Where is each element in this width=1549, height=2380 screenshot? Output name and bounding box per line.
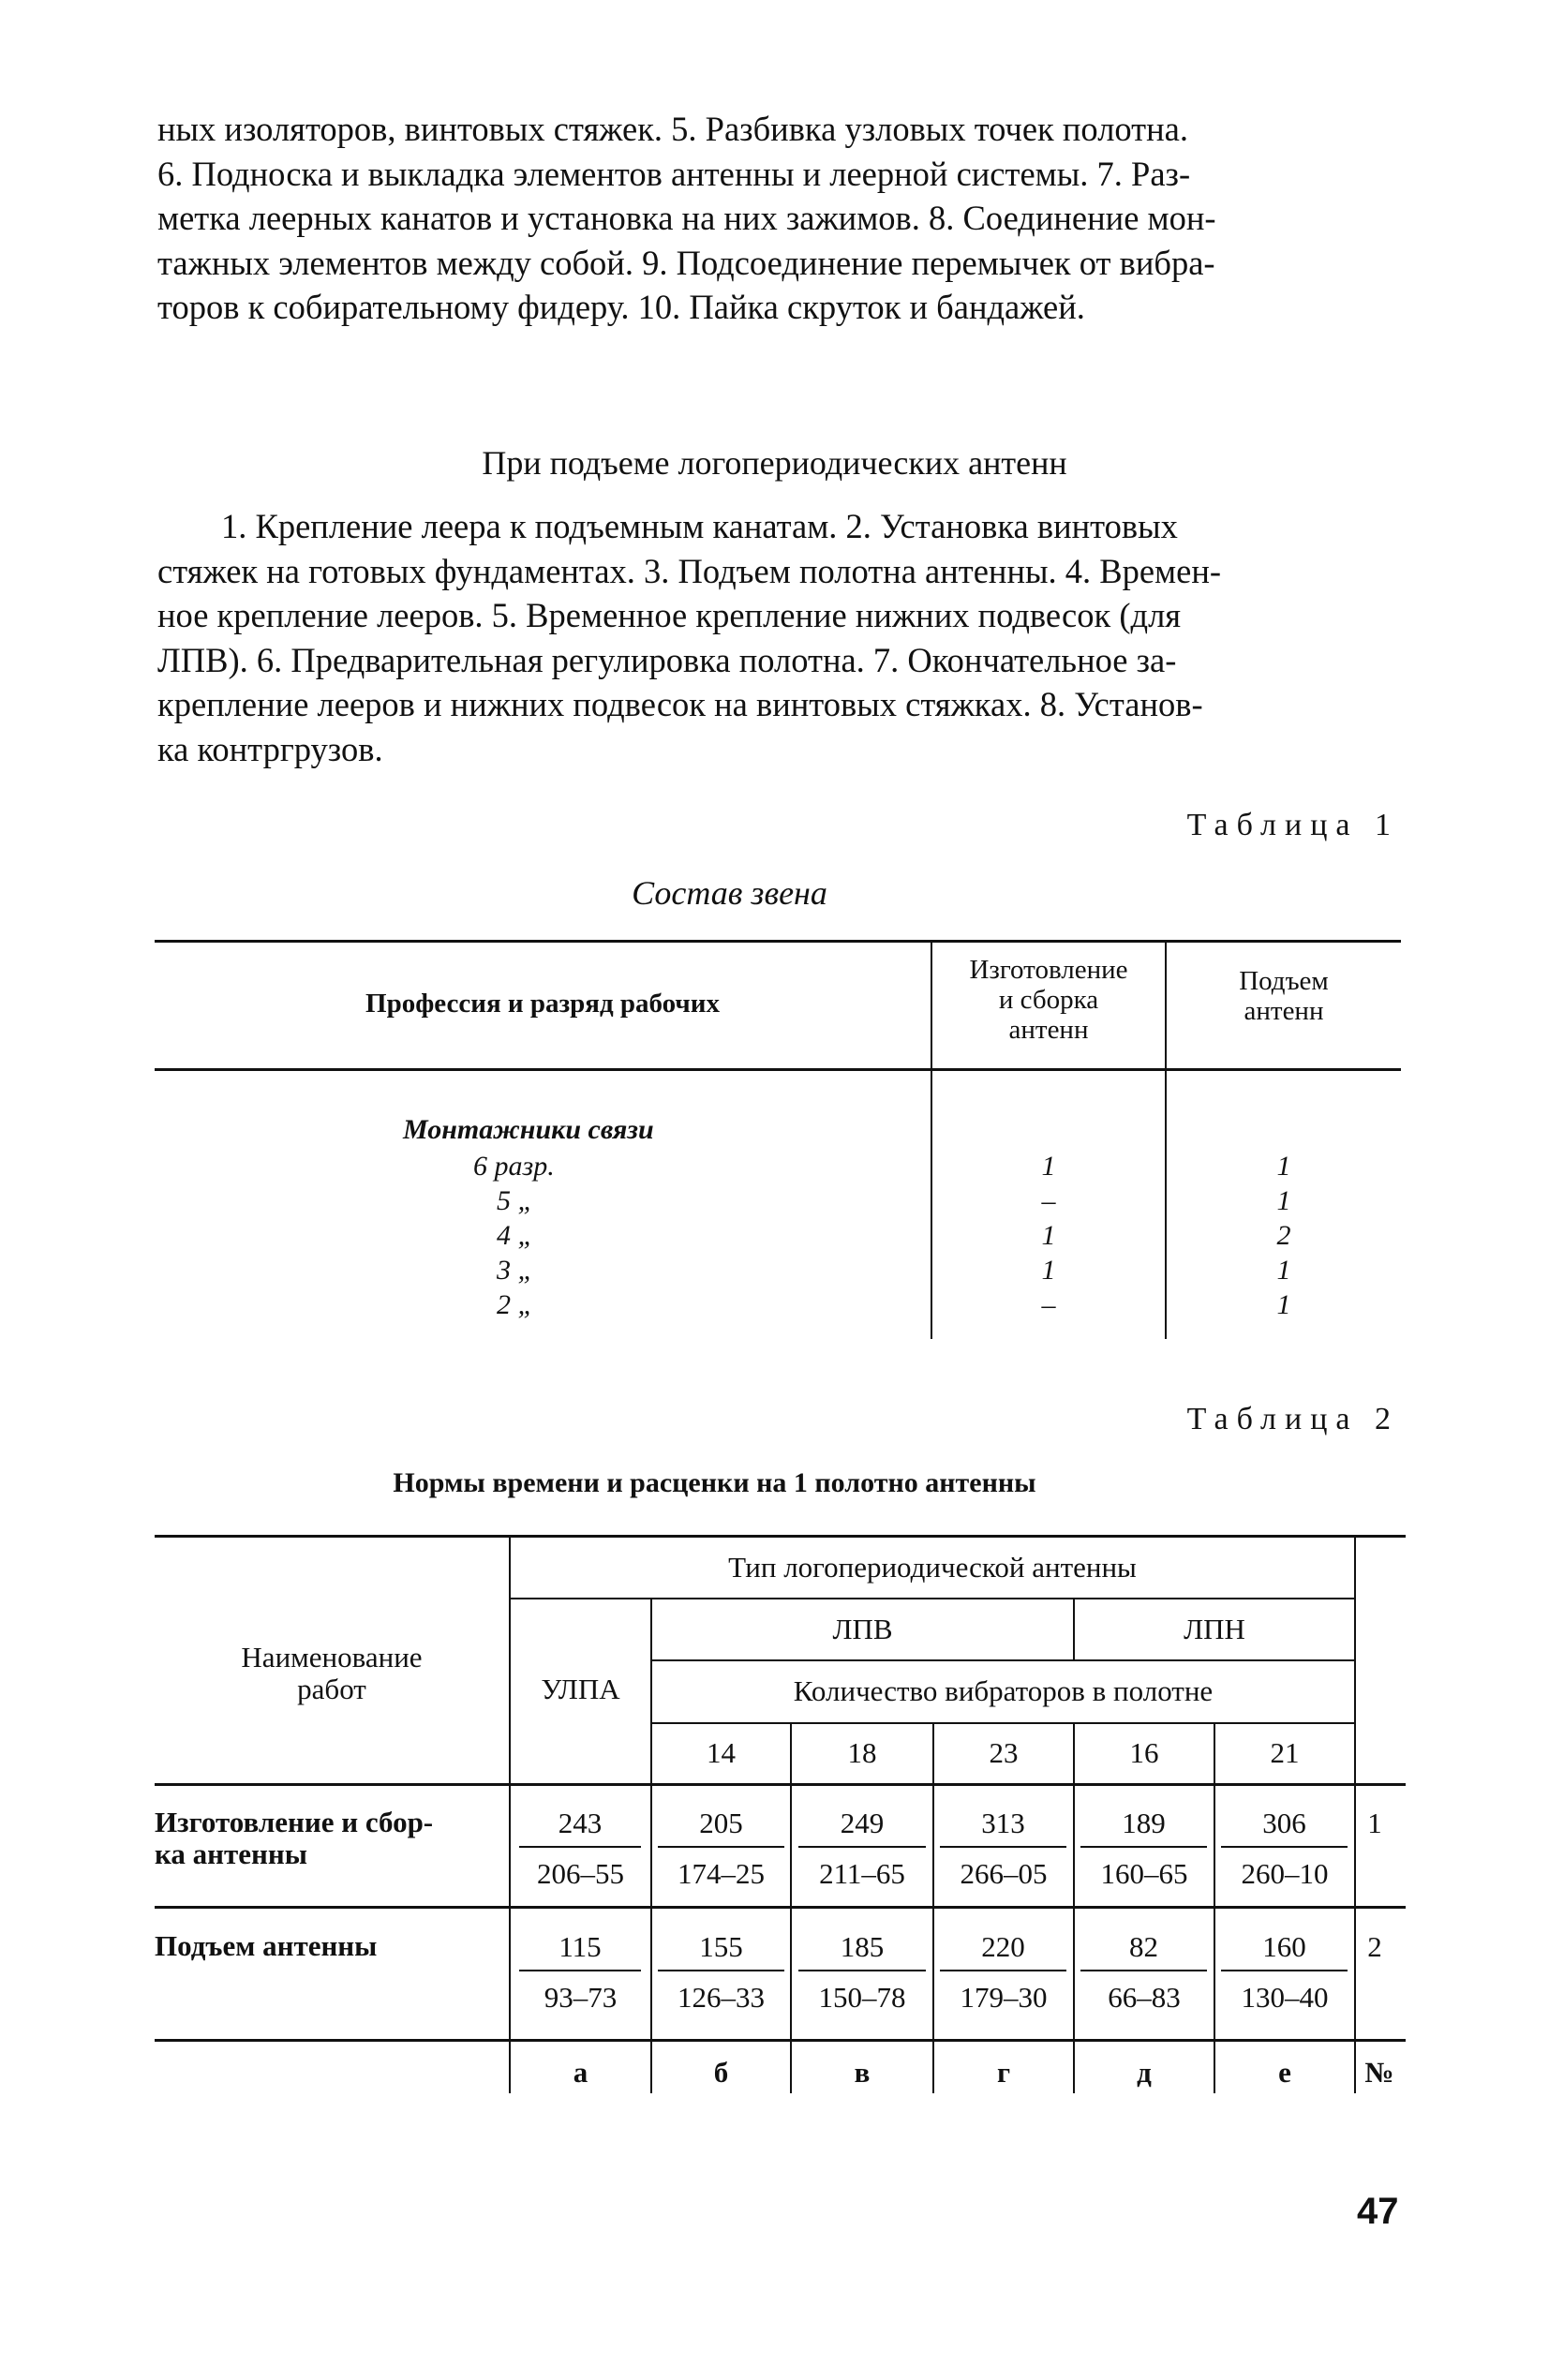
- table-rule: [509, 1598, 1354, 1599]
- norm-value: 243: [558, 1807, 603, 1839]
- row-name-line: ка антенны: [155, 1837, 307, 1870]
- table2-title: Нормы времени и расценки на 1 полотно антенны: [393, 1467, 1036, 1498]
- lift-cell: 1: [1276, 1185, 1291, 1216]
- fraction-bar: [1080, 1970, 1207, 1971]
- text-line: стяжек на готовых фундаментах. 3. Подъем полотна антенны. 4. Времен-: [157, 551, 1222, 590]
- row-name-lift: [155, 1930, 501, 1962]
- manufacture-cell: –: [1041, 1289, 1056, 1320]
- manufacture-cell: 1: [1041, 1151, 1056, 1182]
- table-rule: [155, 1906, 1406, 1909]
- header-count-18: 18: [847, 1736, 877, 1769]
- header-count-21: 21: [1270, 1736, 1300, 1769]
- text-line: торов к собирательному фидеру. 10. Пайка скруток и бандажей.: [157, 288, 1085, 326]
- manufacture-cell: 1: [1041, 1255, 1056, 1286]
- header-line: работ: [297, 1673, 366, 1705]
- lift-cell: 2: [1276, 1220, 1291, 1251]
- grade-cell: 3 „: [497, 1255, 534, 1286]
- header-count-23: 23: [989, 1736, 1019, 1769]
- rate-value: 160–65: [1100, 1857, 1188, 1890]
- rate-value: 260–10: [1241, 1857, 1329, 1890]
- norm-value: 306: [1262, 1807, 1306, 1839]
- table-rule: [155, 1068, 1401, 1071]
- header-lpv: ЛПВ: [832, 1613, 893, 1645]
- fraction-bar: [658, 1846, 784, 1848]
- fraction-bar: [1080, 1846, 1207, 1848]
- fraction-bar: [940, 1970, 1066, 1971]
- column-letter: в: [854, 2056, 871, 2089]
- row-number: 2: [1367, 1930, 1382, 1963]
- fraction-bar: [798, 1846, 926, 1848]
- rate-value: 126–33: [678, 1981, 765, 2014]
- rate-value: 150–78: [818, 1981, 906, 2014]
- norm-value: 185: [840, 1930, 885, 1963]
- rate-value: 130–40: [1241, 1981, 1329, 2014]
- column-letter: е: [1278, 2056, 1291, 2089]
- header-line: Изготовление: [969, 955, 1128, 985]
- text-line: ка контргрузов.: [157, 729, 383, 768]
- header-line: Подъем: [1239, 966, 1329, 996]
- row-number: 1: [1367, 1807, 1382, 1839]
- fraction-bar: [1221, 1970, 1348, 1971]
- grade-cell: 6 разр.: [473, 1151, 555, 1182]
- header-line: антенн: [1008, 1015, 1089, 1045]
- text-line: крепление лееров и нижних подвесок на винтовых стяжках. 8. Установ-: [157, 685, 1203, 723]
- rate-value: 179–30: [960, 1981, 1048, 2014]
- text-line: 1. Крепление леера к подъемным канатам. 2. Установка винтовых: [221, 507, 1178, 545]
- fraction-bar: [519, 1970, 641, 1971]
- table-divider: [932, 1722, 934, 2093]
- grade-cell: 4 „: [497, 1220, 534, 1251]
- section-heading: При подъеме логопериодических антенн: [482, 444, 1067, 482]
- column-letter: г: [996, 2056, 1011, 2089]
- lift-cell: 1: [1276, 1289, 1291, 1320]
- fraction-bar: [519, 1846, 641, 1848]
- table1: [155, 940, 1401, 1343]
- table1-label: Таблица 1: [1186, 808, 1399, 842]
- norm-value: 155: [699, 1930, 743, 1963]
- number-column-label: №: [1364, 2056, 1394, 2089]
- table-rule: [155, 2039, 1406, 2042]
- paragraph-lifting-steps: [157, 504, 1399, 771]
- rate-value: 266–05: [960, 1857, 1048, 1890]
- norm-value: 220: [981, 1930, 1025, 1963]
- lift-cell: 1: [1276, 1151, 1291, 1182]
- header-count-16: 16: [1129, 1736, 1159, 1769]
- paragraph-intro: [157, 107, 1399, 330]
- table-rule: [652, 1722, 1354, 1724]
- rate-value: 66–83: [1108, 1981, 1181, 2014]
- text-line: ное крепление лееров. 5. Временное крепление нижних подвесок (для: [157, 596, 1182, 634]
- header-manufacture: [932, 955, 1165, 1045]
- table-rule: [155, 940, 1401, 943]
- column-letter: а: [573, 2056, 588, 2089]
- manufacture-cell: 1: [1041, 1220, 1056, 1251]
- header-line: Наименование: [241, 1641, 423, 1673]
- table-rule: [155, 1535, 1406, 1538]
- column-letter: б: [713, 2056, 729, 2089]
- fraction-bar: [798, 1970, 926, 1971]
- table-divider: [790, 1722, 792, 2093]
- table-divider: [1214, 1722, 1215, 2093]
- fraction-bar: [658, 1970, 784, 1971]
- header-count-14: 14: [707, 1736, 736, 1769]
- text-line: ЛПВ). 6. Предварительная регулировка полотна. 7. Окончательное за-: [157, 640, 1177, 679]
- manufacture-cell: –: [1041, 1185, 1056, 1216]
- grade-cell: 5 „: [497, 1185, 534, 1216]
- header-work-name: [155, 1642, 509, 1705]
- norm-value: 249: [840, 1807, 885, 1839]
- grade-cell: 2 „: [497, 1289, 534, 1320]
- norm-value: 160: [1262, 1930, 1306, 1963]
- row-name-assembly: [155, 1807, 501, 1870]
- table-divider: [1073, 1722, 1075, 2093]
- header-antenna-type: Тип логопериодической антенны: [728, 1551, 1137, 1584]
- rate-value: 93–73: [544, 1981, 618, 2014]
- header-vibrators: Количество вибраторов в полотне: [793, 1674, 1214, 1707]
- norm-value: 189: [1122, 1807, 1166, 1839]
- norm-value: 115: [559, 1930, 602, 1963]
- table-rule: [652, 1659, 1354, 1661]
- table1-title: Состав звена: [632, 874, 827, 912]
- lift-cell: 1: [1276, 1255, 1291, 1286]
- table-divider: [650, 1598, 652, 2093]
- table-rule: [155, 1783, 1406, 1786]
- fraction-bar: [1221, 1846, 1348, 1848]
- rate-value: 174–25: [678, 1857, 765, 1890]
- page-number: 47: [1357, 2191, 1399, 2232]
- norm-value: 205: [699, 1807, 743, 1839]
- rate-value: 206–55: [537, 1857, 624, 1890]
- group-label: Монтажники связи: [403, 1114, 654, 1145]
- table2-label: Таблица 2: [1186, 1402, 1399, 1436]
- row-name-line: Подъем антенны: [155, 1929, 378, 1962]
- table2: [155, 1535, 1406, 2097]
- row-name-line: Изготовление и сбор-: [155, 1806, 434, 1838]
- header-lift: [1167, 966, 1401, 1026]
- header-ulpa: УЛПА: [541, 1673, 620, 1705]
- header-line: антенн: [1244, 996, 1324, 1026]
- text-line: ных изоляторов, винтовых стяжек. 5. Разбивка узловых точек полотна.: [157, 110, 1188, 148]
- text-line: тажных элементов между собой. 9. Подсоединение перемычек от вибра-: [157, 243, 1215, 282]
- column-letter: д: [1137, 2056, 1152, 2089]
- text-line: метка леерных канатов и установка на них зажимов. 8. Соединение мон-: [157, 199, 1216, 237]
- text-line: 6. Подноска и выкладка элементов антенны и леерной системы. 7. Раз-: [157, 154, 1191, 193]
- header-line: и сборка: [998, 985, 1099, 1015]
- norm-value: 82: [1129, 1930, 1158, 1963]
- norm-value: 313: [981, 1807, 1025, 1839]
- fraction-bar: [940, 1846, 1066, 1848]
- header-lpn: ЛПН: [1184, 1613, 1245, 1645]
- header-profession: Профессия и разряд рабочих: [365, 989, 720, 1019]
- rate-value: 211–65: [819, 1857, 905, 1890]
